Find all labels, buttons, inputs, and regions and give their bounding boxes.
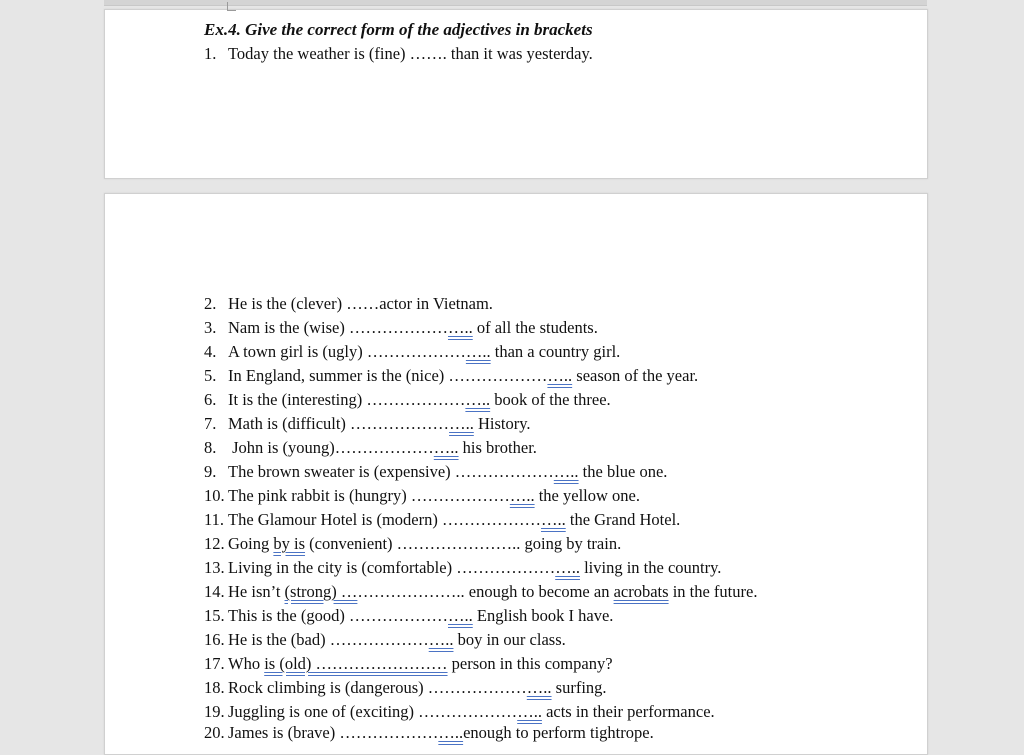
exercise-line-9 xyxy=(204,462,667,482)
item-text-end: of all the students. xyxy=(472,318,598,337)
item-text: Living in the city is (comfortable) ……………… xyxy=(228,558,556,577)
proofing-underline[interactable]: ….. xyxy=(509,486,535,505)
item-text-end: the Grand Hotel. xyxy=(565,510,681,529)
item-text: James is (brave) ……………… xyxy=(228,723,439,742)
item-number: 16. xyxy=(204,630,225,649)
item-number: 13. xyxy=(204,558,225,577)
item-text: Nam is the (wise) ……………… xyxy=(228,318,448,337)
page-corner-mark xyxy=(227,2,236,11)
item-text-end: (convenient) ………………….. going by train. xyxy=(305,534,622,553)
item-text: This is the (good) ……………… xyxy=(228,606,448,625)
proofing-underline[interactable]: ….. xyxy=(465,342,491,361)
proofing-underline[interactable]: ….. xyxy=(448,606,473,625)
exercise-line-13 xyxy=(204,558,721,578)
item-text: In England, summer is the (nice) ……………… xyxy=(228,366,548,385)
exercise-line-5 xyxy=(204,366,698,386)
proofing-underline[interactable]: ….. xyxy=(526,678,552,697)
item-text-end: his brother. xyxy=(458,438,537,457)
exercise-line-17 xyxy=(204,654,613,674)
item-text: Rock climbing is (dangerous) ……………… xyxy=(228,678,527,697)
item-text-end: acts in their performance. xyxy=(541,702,715,721)
item-text: He is the (bad) ……………… xyxy=(228,630,429,649)
proofing-underline-word[interactable]: acrobats xyxy=(613,582,669,601)
item-text: He is the (clever) ……actor in Vietnam. xyxy=(228,294,493,313)
item-number: 2. xyxy=(204,294,217,313)
item-number: 6. xyxy=(204,390,217,409)
item-text-end: surfing. xyxy=(551,678,607,697)
item-text-end: person in this company? xyxy=(447,654,613,673)
item-text: He isn’t xyxy=(228,582,285,601)
item-text-end: book of the three. xyxy=(490,390,611,409)
item-number: 10. xyxy=(204,486,225,505)
proofing-underline[interactable]: ….. xyxy=(553,462,579,481)
item-text: Math is (difficult) ……………… xyxy=(228,414,450,433)
exercise-line-1 xyxy=(204,44,593,64)
item-number: 3. xyxy=(204,318,217,337)
exercise-line-8 xyxy=(204,438,537,458)
proofing-underline[interactable]: (strong) … xyxy=(284,582,358,601)
exercise-line-10 xyxy=(204,486,640,506)
exercise-line-18 xyxy=(204,678,607,698)
item-text: Going xyxy=(228,534,274,553)
proofing-underline[interactable]: is (old) …………………… xyxy=(264,654,448,673)
item-text: A town girl is (ugly) ……………… xyxy=(228,342,466,361)
item-text: Who xyxy=(228,654,265,673)
proofing-underline[interactable]: ….. xyxy=(428,630,454,649)
proofing-underline[interactable]: ….. xyxy=(547,366,573,385)
item-number: 18. xyxy=(204,678,225,697)
proofing-underline[interactable]: ….. xyxy=(517,702,542,721)
item-text-end: boy in our class. xyxy=(453,630,566,649)
item-number: 5. xyxy=(204,366,217,385)
exercise-line-2 xyxy=(204,294,493,314)
item-number: 14. xyxy=(204,582,225,601)
exercise-line-4 xyxy=(204,342,620,362)
item-text: The Glamour Hotel is (modern) ……………… xyxy=(228,510,541,529)
exercise-line-11 xyxy=(204,510,680,530)
proofing-underline[interactable]: ….. xyxy=(555,558,580,577)
item-text-end: ……………….. enough to become an xyxy=(357,582,614,601)
item-number: 15. xyxy=(204,606,225,625)
exercise-line-19 xyxy=(204,702,715,722)
item-number: 11. xyxy=(204,510,225,529)
exercise-line-15 xyxy=(204,606,613,626)
item-text-end: the yellow one. xyxy=(534,486,640,505)
exercise-line-6 xyxy=(204,390,611,410)
document-page-2[interactable] xyxy=(104,193,928,755)
proofing-underline[interactable]: ….. xyxy=(465,390,491,409)
proofing-underline[interactable]: by is xyxy=(273,534,306,553)
exercise-line-20 xyxy=(204,723,654,743)
item-text: The brown sweater is (expensive) ……………… xyxy=(228,462,554,481)
exercise-line-14 xyxy=(204,582,757,602)
item-text-end: season of the year. xyxy=(572,366,699,385)
exercise-line-12 xyxy=(204,534,621,554)
item-number: 7. xyxy=(204,414,217,433)
exercise-line-7 xyxy=(204,414,531,434)
item-number: 20. xyxy=(204,723,225,742)
item-text: The pink rabbit is (hungry) ……………… xyxy=(228,486,510,505)
exercise-line-16 xyxy=(204,630,566,650)
item-text-end: English book I have. xyxy=(472,606,614,625)
item-text-end: the blue one. xyxy=(578,462,668,481)
item-number: 9. xyxy=(204,462,217,481)
proofing-underline[interactable]: ….. xyxy=(540,510,566,529)
item-number: 12. xyxy=(204,534,225,553)
item-number: 4. xyxy=(204,342,217,361)
item-number: 19. xyxy=(204,702,225,721)
item-text: It is the (interesting) ……………… xyxy=(228,390,466,409)
item-text-end: History. xyxy=(473,414,531,433)
proofing-underline[interactable]: ….. xyxy=(449,414,474,433)
item-text-end: living in the country. xyxy=(579,558,722,577)
item-number: 17. xyxy=(204,654,225,673)
item-text: Today the weather is (fine) ……. than it was yesterday. xyxy=(228,44,593,63)
item-text-end: enough to perform tightrope. xyxy=(463,723,654,742)
proofing-underline[interactable]: ….. xyxy=(438,723,464,742)
item-number: 8. xyxy=(204,438,217,457)
document-page-1[interactable] xyxy=(104,9,928,179)
item-text: John is (young)……………… xyxy=(228,438,434,457)
exercise-title: Ex.4. Give the correct form of the adjectives in brackets xyxy=(204,20,593,39)
exercise-line-3 xyxy=(204,318,598,338)
proofing-underline[interactable]: ….. xyxy=(433,438,459,457)
item-text-end: than a country girl. xyxy=(490,342,621,361)
item-number: 1. xyxy=(204,44,217,63)
proofing-underline[interactable]: ….. xyxy=(447,318,473,337)
item-text-tail: in the future. xyxy=(668,582,758,601)
item-text: Juggling is one of (exciting) ……………… xyxy=(228,702,518,721)
